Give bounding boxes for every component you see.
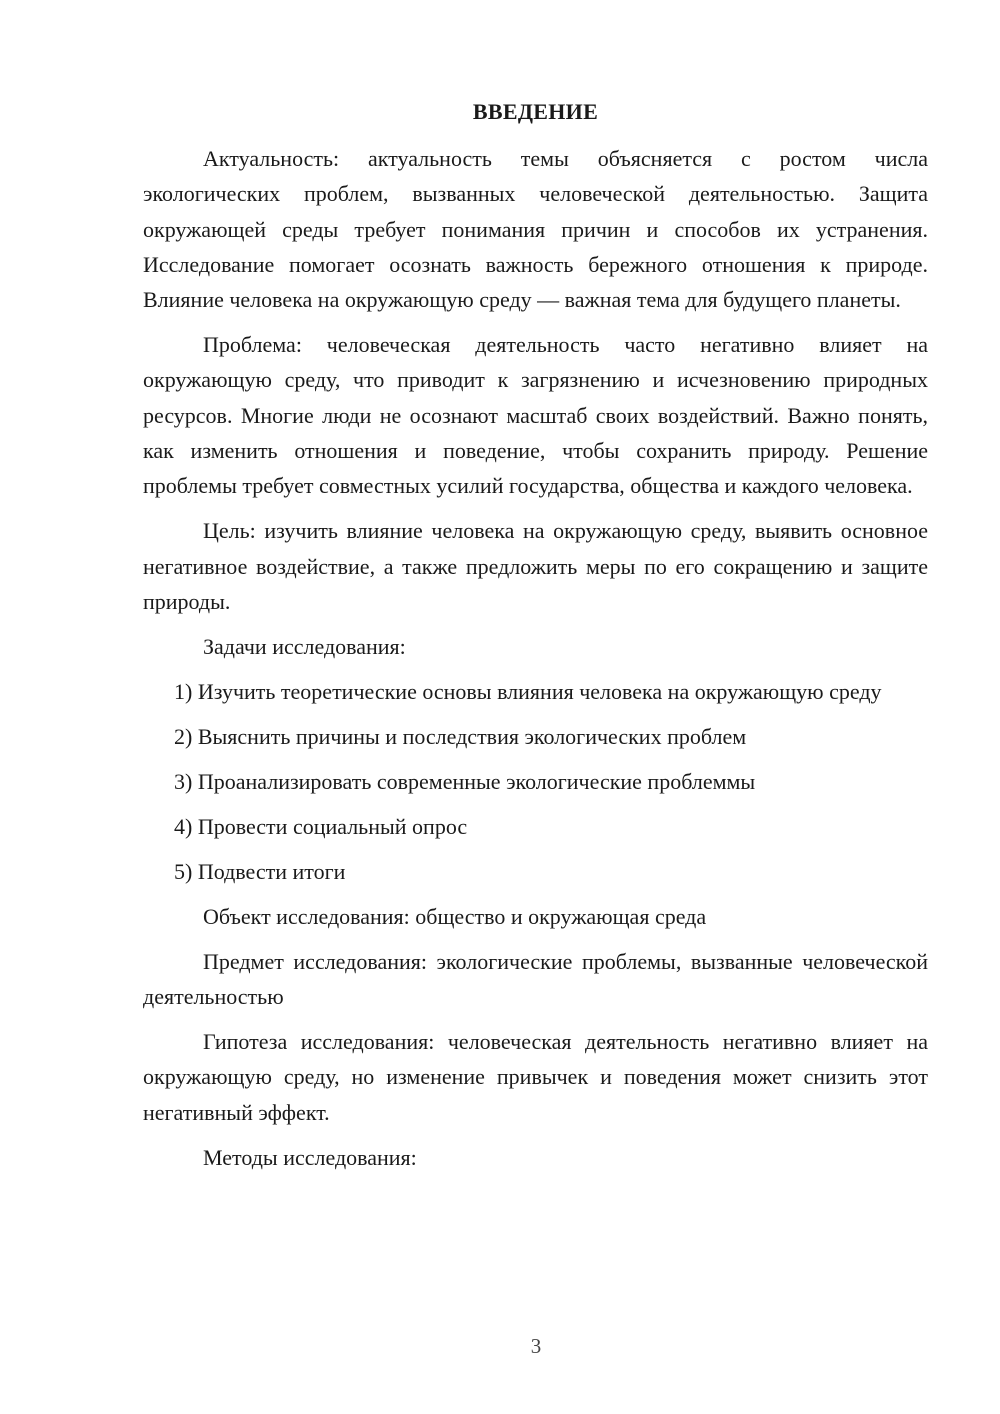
task-item: 5) Подвести итоги [174, 858, 346, 884]
tasks-heading: Задачи исследования: [203, 633, 406, 659]
section-title: ВВЕДЕНИЕ [472, 99, 599, 124]
paragraph-object: Объект исследования: общество и окружающая среда [203, 903, 707, 929]
page-content [143, 94, 928, 1185]
task-item: 4) Провести социальный опрос [174, 813, 468, 839]
paragraph-problem: Проблема: человеческая деятельность часто негативно влияет на окружающую среду, что приводит к загрязнению и исчезновению природных ресурсов. Многие люди не осознают масштаб своих воздействий. Важно понять, как изменить отношения и поведение, чтобы сохранить природу. Решение проблемы требует совместных усилий государства, общества и каждого человека. [143, 332, 928, 499]
paragraph-hypothesis: Гипотеза исследования: человеческая деятельность негативно влияет на окружающую среду, но изменение привычек и поведения может снизить этот негативный эффект. [143, 1029, 928, 1125]
paragraph-goal: Цель: изучить влияние человека на окружающую среду, выявить основное негативное воздействие, а также предложить меры по его сокращению и защите природы. [143, 518, 928, 614]
task-item: 2) Выяснить причины и последствия экологических проблем [174, 723, 747, 749]
paragraph-methods: Методы исследования: [203, 1144, 417, 1170]
page-number: 3 [530, 1334, 542, 1358]
task-item: 1) Изучить теоретические основы влияния человека на окружающую среду [174, 678, 882, 704]
paragraph-relevance: Актуальность: актуальность темы объясняется с ростом числа экологических проблем, вызванных человеческой деятельностью. Защита окружающей среды требует понимания причин и способов их устранения. Исследование помогает осознать важность бережного отношения к природе. Влияние человека на окружающую среду — важная тема для будущего планеты. [143, 146, 928, 313]
task-item: 3) Проанализировать современные экологические проблеммы [174, 768, 756, 794]
paragraph-subject: Предмет исследования: экологические проблемы, вызванные человеческой деятельностью [143, 948, 928, 1010]
